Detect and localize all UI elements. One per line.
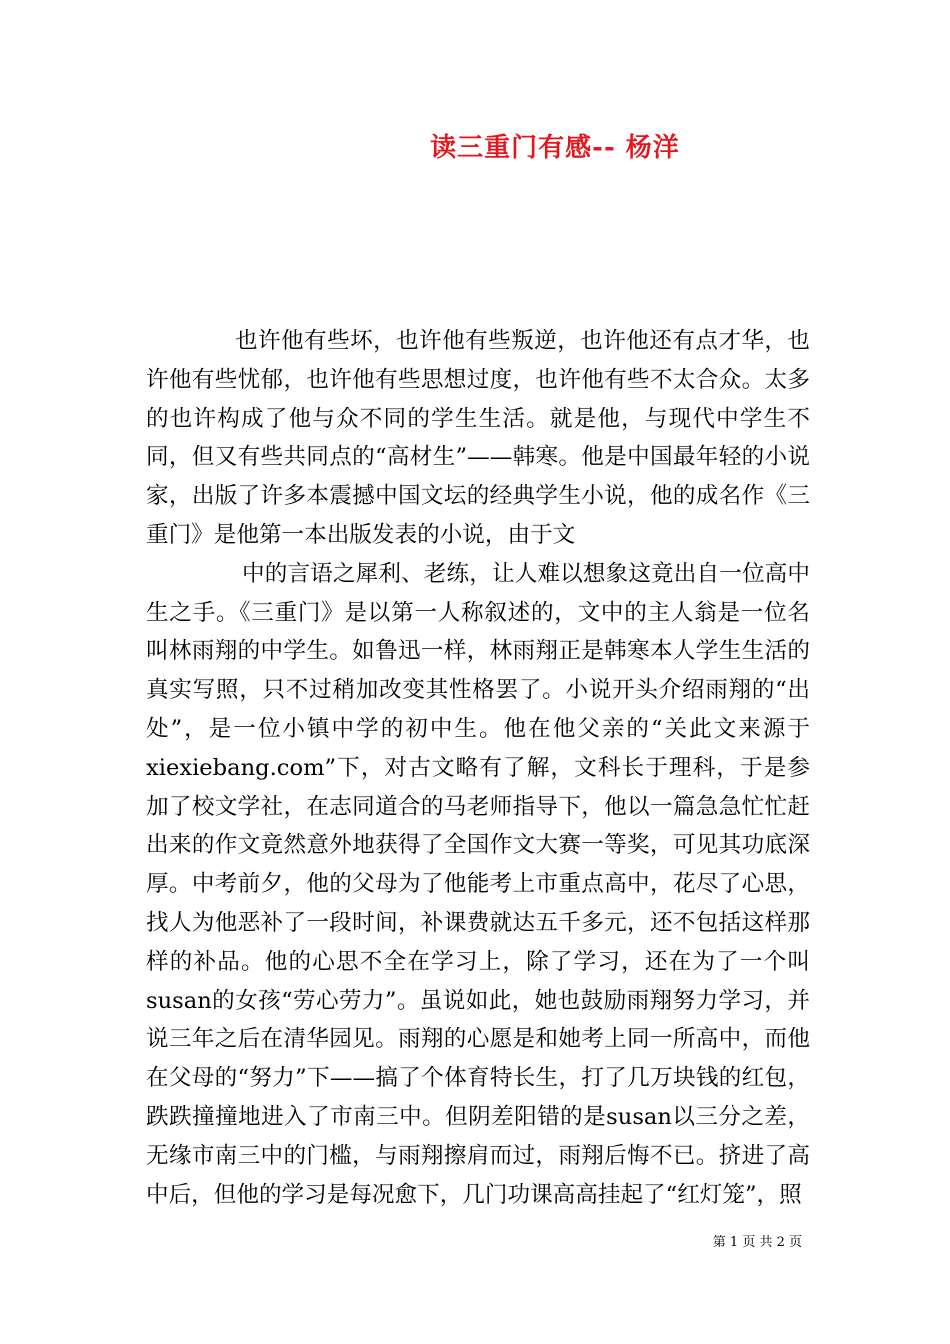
paragraph-2: 中的言语之犀利、老练，让人难以想象这竟出自一位高中生之手。《三重门》是以第一人称叙述的，文中的主人翁是一位名叫林雨翔的中学生。如鲁迅一样，林雨翔正是韩寒本人学生生活的真实写照，只不过稍加改变其性格罢了。小说开头介绍雨翔的“出处”，是一位小镇中学的初中生。他在他父亲的“关此文来源于xiexiebang.com”下，对古文略有了解，文科长于理科，于是参加了校文学社，在志同道合的马老师指导下，他以一篇急急忙忙赶出来的作文竟然意外地获得了全国作文大赛一等奖，可见其功底深厚。中考前夕，他的父母为了他能考上市重点高中，花尽了心思，找人为他恶补了一段时间，补课费就达五千多元，还不包括这样那样的补品。他的心思不全在学习上，除了学习，还在为了一个叫susan的女孩“劳心劳力”。虽说如此，她也鼓励雨翔努力学习，并说三年之后在清华园见。雨翔的心愿是和她考上同一所高中，而他在父母的“努力”下——搞了个体育特长生，打了几万块钱的红包，跌跌撞撞地进入了市南三中。但阴差阳错的是susan以三分之差，无缘市南三中的门槛，与雨翔擦肩而过，雨翔后悔不已。挤进了高中后，但他的学习是每况愈下，几门功课高高挂起了“红灯笼”，照	[146, 560, 810, 1208]
document-title: 读三重门有感-- 杨洋	[430, 133, 680, 163]
paragraph-1: 也许他有些坏，也许他有些叛逆，也许他还有点才华，也许他有些忧郁，也许他有些思想过度，也许他有些不太合众。太多的也许构成了他与众不同的学生生活。就是他，与现代中学生不同，但又有些共同点的“高材生”——韩寒。他是中国最年轻的小说家，出版了许多本震撼中国文坛的经典学生小说，他的成名作《三重门》是他第一本出版发表的小说，由于文	[146, 328, 810, 548]
document-body	[146, 322, 810, 1214]
page-number-footer: 第 1 页 共 2 页	[712, 1235, 802, 1250]
